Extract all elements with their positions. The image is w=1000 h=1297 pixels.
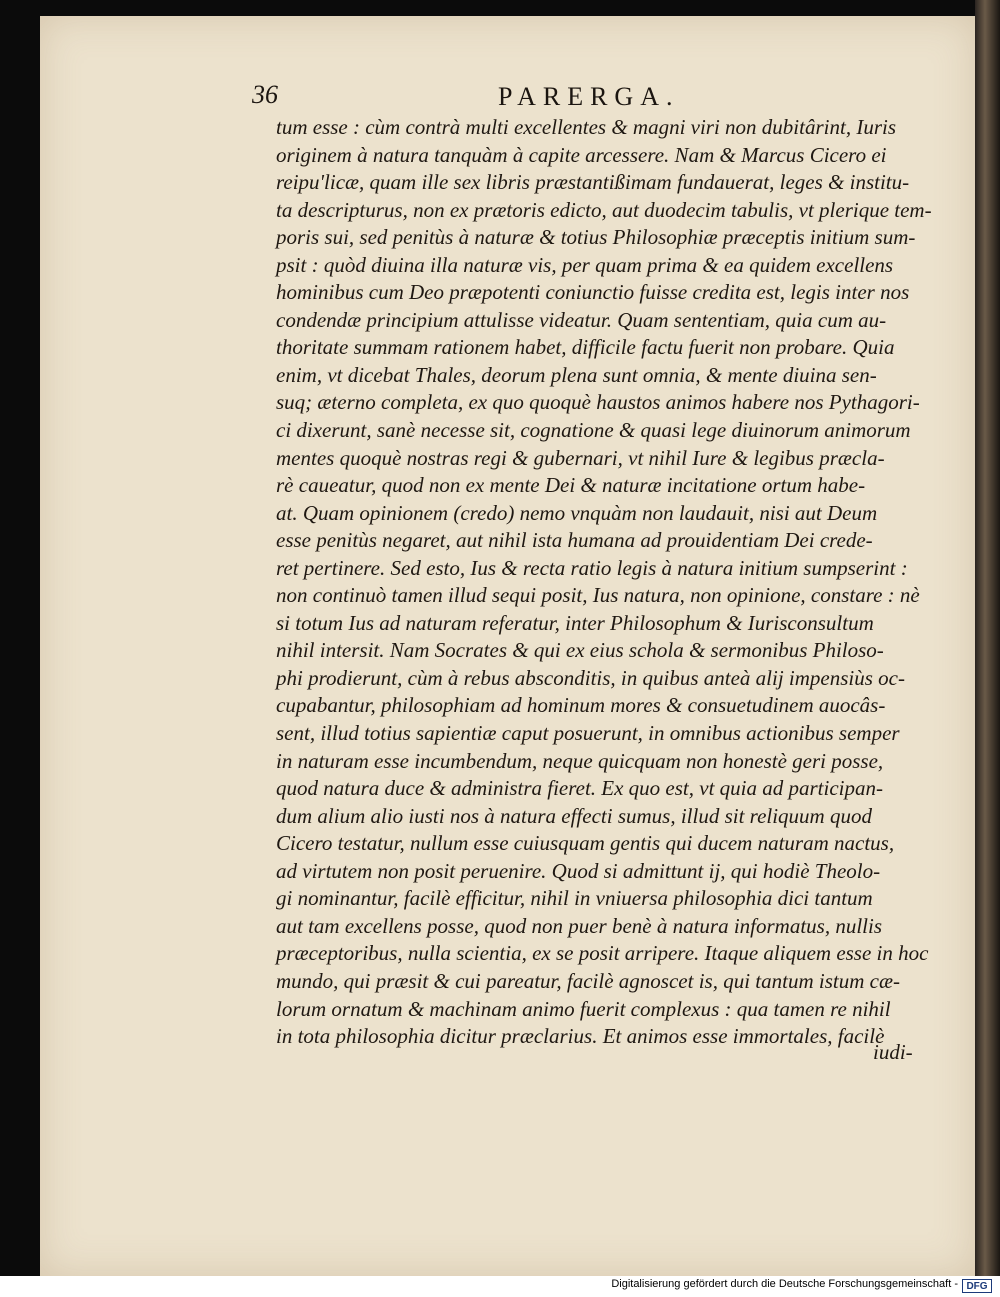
- text-line: reipu'licæ, quam ille sex libris præstantißimam fundauerat, leges & institu-: [276, 170, 910, 195]
- text-line: ret pertinere. Sed esto, Ius & recta ratio legis à natura initium sumpserint :: [276, 555, 908, 580]
- book-gutter: [975, 0, 1000, 1276]
- text-line: præceptoribus, nulla scientia, ex se posit arripere. Itaque aliquem esse in hoc: [276, 941, 929, 966]
- text-line: gi nominantur, facilè efficitur, nihil in vniuersa philosophia dici tantum: [276, 886, 873, 911]
- text-line: ta descripturus, non ex prætoris edicto, aut duodecim tabulis, vt plerique tem-: [276, 197, 932, 222]
- funding-notice: Digitalisierung gefördert durch die Deutsche Forschungsgemeinschaft -: [611, 1278, 958, 1290]
- text-line: sent, illud totius sapientiæ caput posuerunt, in omnibus actionibus semper: [276, 721, 900, 746]
- text-line: quod natura duce & administra fieret. Ex quo est, vt quia ad participan-: [276, 776, 883, 801]
- text-line: thoritate summam rationem habet, difficile factu fuerit non probare. Quia: [276, 335, 895, 360]
- text-line: ci dixerunt, sanè necesse sit, cognatione & quasi lege diuinorum animorum: [276, 418, 911, 443]
- text-line: enim, vt dicebat Thales, deorum plena sunt omnia, & mente diuina sen-: [276, 362, 877, 387]
- catchword: iudi-: [873, 1040, 913, 1064]
- running-head: PARERGA.: [498, 82, 680, 111]
- text-line: suq; æterno completa, ex quo quoquè haustos animos habere nos Pythagori-: [276, 390, 920, 415]
- text-line: non continuò tamen illud sequi posit, Ius natura, non opinione, constare : nè: [276, 583, 920, 608]
- text-line: cupabantur, philosophiam ad hominum mores & consuetudinem auocâs-: [276, 693, 886, 718]
- text-line: mentes quoquè nostras regi & gubernari, vt nihil Iure & legibus præcla-: [276, 445, 885, 470]
- text-line: tum esse : cùm contrà multi excellentes & magni viri non dubitârint, Iuris: [276, 115, 896, 139]
- text-line: si totum Ius ad naturam referatur, inter Philosophum & Iurisconsultum: [276, 610, 874, 635]
- text-line: at. Quam opinionem (credo) nemo vnquàm non laudauit, nisi aut Deum: [276, 500, 878, 525]
- dfg-logo: DFG: [962, 1279, 992, 1293]
- text-line: condendæ principium attulisse videatur. Quam sententiam, quia cum au-: [276, 307, 887, 332]
- text-line: Cicero testatur, nullum esse cuiusquam gentis qui ducem naturam nactus,: [276, 831, 895, 856]
- text-line: dum alium alio iusti nos à natura effecti sumus, illud sit reliquum quod: [276, 803, 872, 828]
- text-line: poris sui, sed penitùs à naturæ & totius Philosophiæ præceptis initium sum-: [276, 225, 916, 250]
- text-line: in tota philosophia dicitur præclarius. Et animos esse immortales, facilè: [276, 1024, 885, 1049]
- text-line: ad virtutem non posit peruenire. Quod si admittunt ij, qui hodiè Theolo-: [276, 858, 881, 883]
- text-line: hominibus cum Deo præpotenti coniunctio fuisse credita est, legis inter nos: [276, 280, 910, 305]
- text-line: nihil intersit. Nam Socrates & qui ex eius schola & sermonibus Philoso-: [276, 638, 884, 663]
- text-line: originem à natura tanquàm à capite arcessere. Nam & Marcus Cicero ei: [276, 142, 887, 167]
- text-line: phi prodierunt, cùm à rebus absconditis, in quibus anteà alij impensiùs oc-: [276, 665, 905, 690]
- body-text: [276, 114, 936, 1051]
- text-line: rè caueatur, quod non ex mente Dei & naturæ incitatione ortum habe-: [276, 473, 866, 498]
- footer: [0, 1276, 1000, 1297]
- text-line: psit : quòd diuina illa naturæ vis, per quam prima & ea quidem excellens: [276, 252, 894, 277]
- text-line: lorum ornatum & machinam animo fuerit complexus : qua tamen re nihil: [276, 996, 891, 1021]
- text-line: esse penitùs negaret, aut nihil ista humana ad prouidentiam Dei crede-: [276, 528, 873, 553]
- text-line: mundo, qui præsit & cui pareatur, facilè agnoscet is, qui tantum istum cæ-: [276, 968, 900, 993]
- text-line: in naturam esse incumbendum, neque quicquam non honestè geri posse,: [276, 748, 884, 773]
- text-line: aut tam excellens posse, quod non puer benè à natura informatus, nullis: [276, 913, 883, 938]
- page-number: 36: [252, 80, 278, 109]
